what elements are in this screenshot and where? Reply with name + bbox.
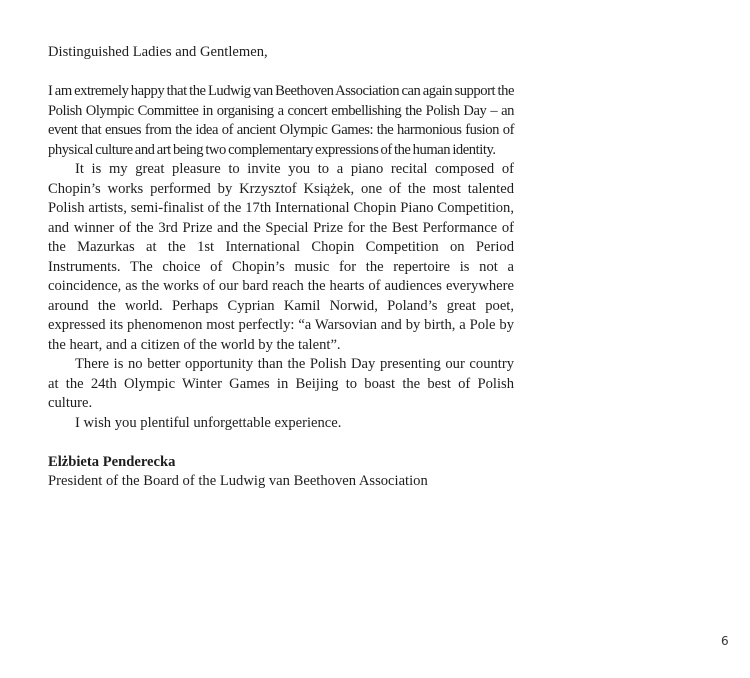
paragraph-intro: I am extremely happy that the Ludwig van Beethoven Association can again support the Polish Olympic Committee in organising a concert embellishing the Polish Day – an event that ensues from the idea of ancient Olympic Games: the harmonious fusion of physical culture and art being two complementary expressions of the human identity. <box>48 83 514 158</box>
signatory-name: Elżbieta Penderecka <box>48 453 176 470</box>
salutation: Distinguished Ladies and Gentlemen, <box>48 44 268 60</box>
paragraph-polish-day: There is no better opportunity than the Polish Day presenting our country at the 24th Olympic Winter Games in Beijing to boast the best of Polish culture. <box>48 356 514 411</box>
letter-body <box>48 43 514 492</box>
signatory-title: President of the Board of the Ludwig van Beethoven Association <box>48 473 428 489</box>
paragraph-recital: It is my great pleasure to invite you to a piano recital composed of Chopin’s works performed by Krzysztof Książek, one of the most talented Polish artists, semi-finalist of the 17th International Chopin Piano Competition, and winner of the 3rd Prize and the Special Prize for the Best Performance of the Mazurkas at the 1st International Chopin Competition on Period Instruments. The choice of Chopin’s music for the repertoire is not a coincidence, as the works of our bard reach the hearts of audiences everywhere around the world. Perhaps Cyprian Kamil Norwid, Poland’s great poet, expressed its phenomenon most perfectly: “a Warsovian and by birth, a Pole by the heart, and a citizen of the world by the talent”. <box>48 161 514 353</box>
page-number: 6 <box>721 634 729 648</box>
paragraph-closing: I wish you plentiful unforgettable experience. <box>75 414 342 431</box>
signature-block <box>48 453 514 492</box>
